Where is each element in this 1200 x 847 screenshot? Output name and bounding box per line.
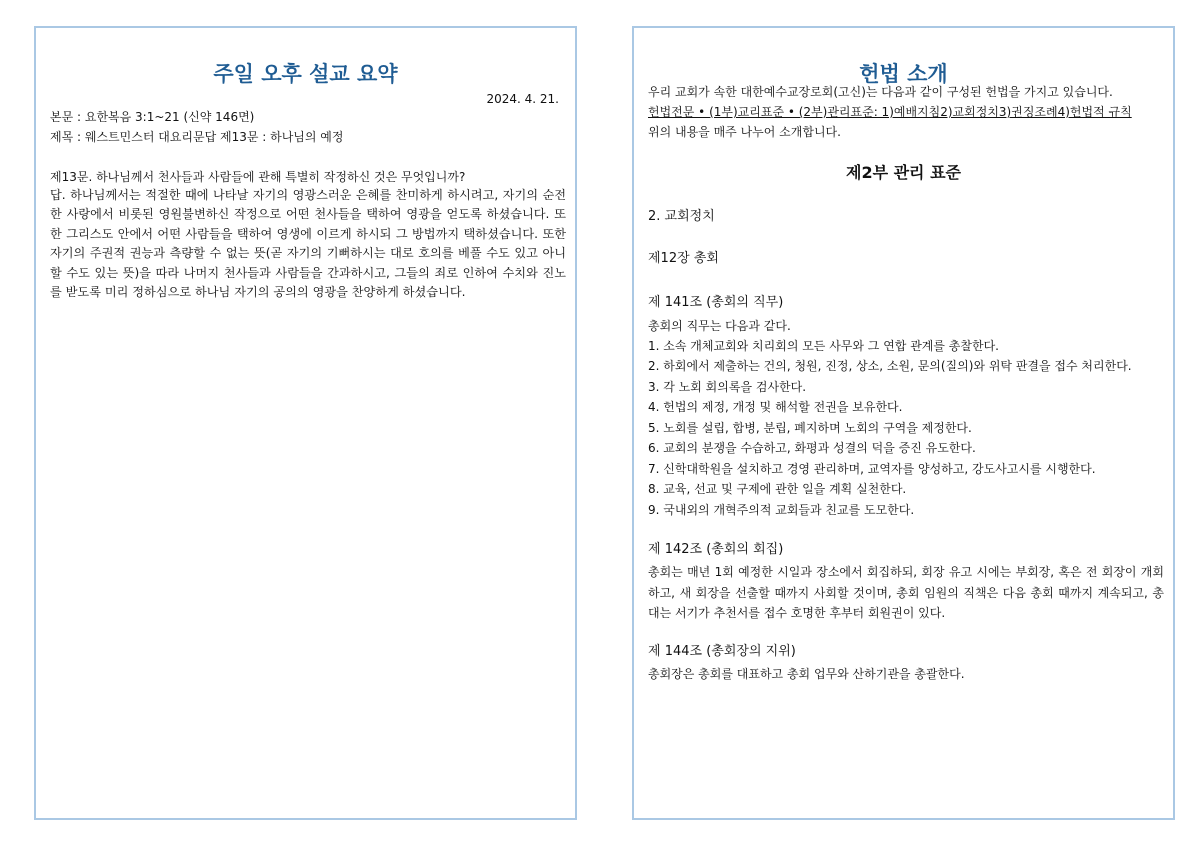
article-144-title: 제 144조 (총회장의 지위) bbox=[648, 644, 796, 659]
constitution-title: 헌법 소개 bbox=[859, 62, 948, 86]
part-title: 제2부 관리 표준 bbox=[845, 163, 961, 182]
list-item: 3. 각 노회 회의록을 검사한다. bbox=[648, 380, 807, 394]
section-heading: 2. 교회정치 bbox=[648, 209, 715, 224]
article-144-body: 총회장은 총회를 대표하고 총회 업무와 산하기관을 총괄한다. bbox=[648, 667, 965, 681]
sermon-title: 주일 오후 설교 요약 bbox=[213, 62, 398, 86]
list-item: 2. 하회에서 제출하는 건의, 청원, 진정, 상소, 소원, 문의(질의)와 위탁 판결을 접수 처리한다. bbox=[648, 359, 1132, 373]
scripture-text-line: 본문 : 요한복음 3:1~21 (신약 146면) bbox=[50, 110, 255, 124]
intro-line-3: 위의 내용을 매주 나누어 소개합니다. bbox=[648, 125, 841, 139]
catechism-answer: 답. 하나님께서는 적절한 때에 나타날 자기의 영광스러운 은혜를 찬미하게 하시려고, 자기의 순전한 사랑에서 비롯된 영원불변하신 작정으로 어떤 천사들을 택하여 영광을 얻도록 하셨습니다. 또한 그리스도 안에서 어떤 사람들을 택하여 영생에 이르게 하시되 그 방법까지 택하셨습니다. 또한 자기의 주권적 권능과 측량할 수 없는 뜻(곧 자기의 기뻐하시는 대로 호의를 베풀 수도 있고 아니 할 수도 있는 뜻)을 따라 나머지 천사들과 사람들을 간과하시고, 그들의 죄로 인하여 수치와 진노를 받도록 미리 정하심으로 하나님 자기의 공의의 영광을 찬양하게 하셨습니다. bbox=[50, 188, 566, 300]
list-item: 4. 헌법의 제정, 개정 및 해석할 전권을 보유한다. bbox=[648, 400, 903, 414]
chapter-heading: 제12장 총회 bbox=[648, 251, 719, 266]
list-item: 5. 노회를 설립, 합병, 분립, 폐지하며 노회의 구역을 제정한다. bbox=[648, 421, 972, 435]
list-item: 9. 국내외의 개혁주의적 교회들과 친교를 도모한다. bbox=[648, 503, 915, 517]
list-item: 1. 소속 개체교회와 치리회의 모든 사무와 그 연합 관계를 총찰한다. bbox=[648, 339, 999, 353]
article-142-title: 제 142조 (총회의 회집) bbox=[648, 542, 784, 557]
catechism-question: 제13문. 하나님께서 천사들과 사람들에 관해 특별히 작정하신 것은 무엇입니까? bbox=[50, 170, 466, 184]
article-141-title: 제 141조 (총회의 직무) bbox=[648, 295, 784, 310]
intro-line-1: 우리 교회가 속한 대한예수교장로회(고신)는 다음과 같이 구성된 헌법을 가지고 있습니다. bbox=[648, 85, 1113, 99]
constitution-intro-page bbox=[632, 26, 1175, 820]
list-item: 6. 교회의 분쟁을 수습하고, 화평과 성결의 덕을 증진 유도한다. bbox=[648, 441, 976, 455]
sermon-date: 2024. 4. 21. bbox=[486, 92, 559, 106]
sermon-subject-line: 제목 : 웨스트민스터 대요리문답 제13문 : 하나님의 예정 bbox=[50, 130, 344, 144]
article-141-lead: 총회의 직무는 다음과 같다. bbox=[648, 319, 791, 333]
article-142-body: 총회는 매년 1회 예정한 시일과 장소에서 회집하되, 회장 유고 시에는 부회장, 혹은 전 회장이 개회하고, 새 회장을 선출할 때까지 사회할 것이며, 총회 임원의 직책은 다음 총회 때까지 계속되고, 총대는 서기가 추천서를 접수 호명한 후부터 회원권이 있다. bbox=[648, 565, 1164, 620]
sermon-summary-page bbox=[34, 26, 577, 820]
list-item: 8. 교육, 선교 및 구제에 관한 일을 계획 실천한다. bbox=[648, 482, 907, 496]
intro-line-2: 헌법전문 • (1부)교리표준 • (2부)관리표준: 1)예배지침2)교회정치3)권징조례4)헌법적 규칙 bbox=[648, 105, 1132, 119]
list-item: 7. 신학대학원을 설치하고 경영 관리하며, 교역자를 양성하고, 강도사고시를 시행한다. bbox=[648, 462, 1096, 476]
